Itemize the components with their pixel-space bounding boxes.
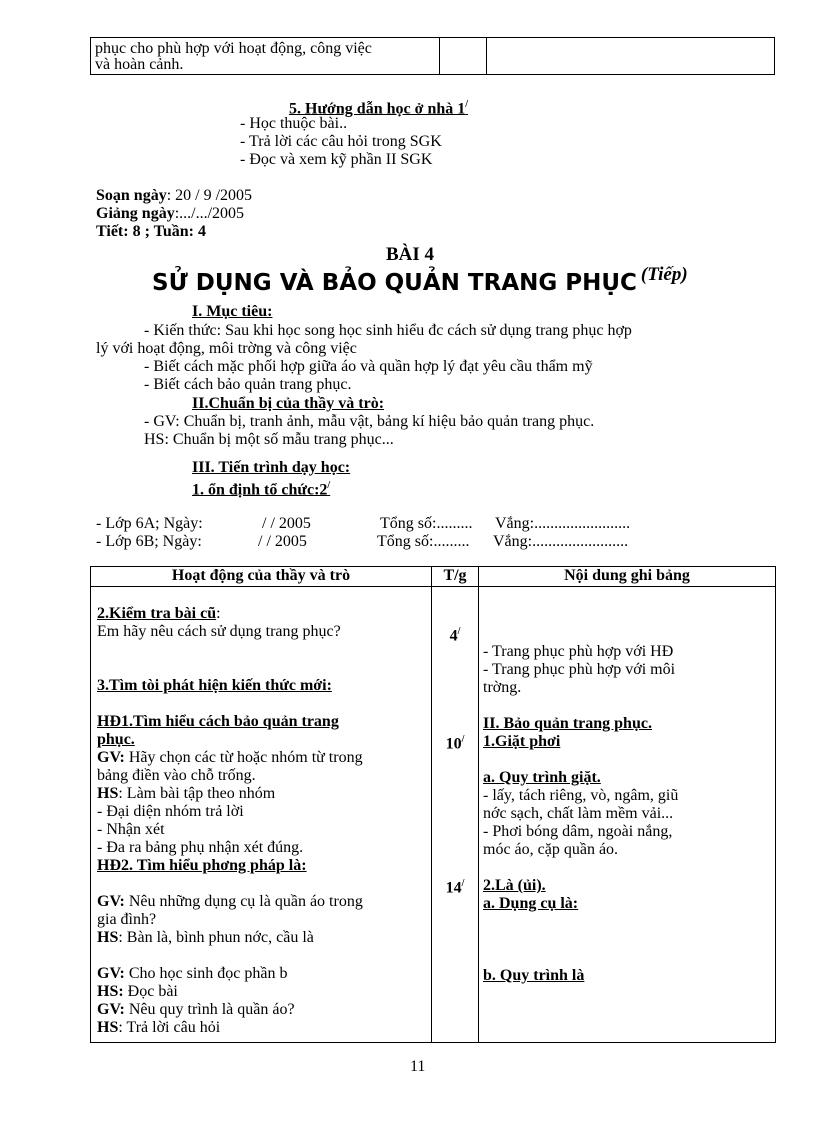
tim-toi-heading: 3.Tìm tòi phát hiện kiến thức mới:	[97, 677, 332, 694]
class-date: / / 2005	[258, 533, 307, 550]
homework-item: - Học thuộc bài..	[240, 115, 348, 132]
bao-quan-heading: II. Bảo quản trang phục.	[483, 715, 652, 732]
top-table-line-2: và hoàn cảnh.	[95, 56, 184, 73]
hd1-heading-cont: phục.	[97, 731, 135, 748]
class-total: Tổng số:.........	[380, 515, 473, 532]
top-table-cell-time	[440, 38, 487, 75]
content-line: móc áo, cặp quần áo.	[483, 841, 619, 858]
giang-ngay: Giảng ngày:.../.../2005	[96, 205, 245, 222]
header-content: Nội dung ghi bảng	[479, 567, 776, 587]
objectives-line: lý với hoạt động, môi trờng và công việc	[96, 340, 357, 357]
activity-line: - Nhận xét	[97, 821, 165, 838]
hs3-line: HS: Đọc bài	[97, 983, 178, 1000]
content-column	[479, 587, 776, 1043]
objectives-heading: I. Mục tiêu:	[192, 303, 273, 320]
class-absent: Vắng:........................	[493, 533, 629, 550]
content-line: - Trang phục phù hợp với HĐ	[483, 643, 674, 660]
class-date: / / 2005	[262, 515, 311, 532]
time-value: 10/	[445, 734, 465, 753]
preparation-hs: HS: Chuẩn bị một số mẫu trang phục...	[144, 431, 394, 448]
process-sub: 1. ổn định tổ chức:2/	[192, 480, 331, 499]
gv4-line: GV: Nêu quy trình là quần áo?	[97, 1001, 295, 1018]
header-activity: Hoạt động của thầy và trò	[91, 567, 432, 587]
gv3-line: GV: Cho học sinh đọc phần b	[97, 965, 288, 982]
gv2-line: GV: Nêu những dụng cụ là quần áo trong	[97, 893, 363, 910]
top-table-cell-activity	[91, 38, 440, 75]
giat-phoi-heading: 1.Giặt phơi	[483, 733, 561, 750]
preparation-heading: II.Chuẩn bị của thầy và trò:	[192, 395, 385, 412]
objectives-line: - Biết cách bảo quản trang phục.	[144, 376, 352, 393]
hs1-line: HS: Làm bài tập theo nhóm	[97, 785, 276, 802]
content-line: - Trang phục phù hợp với môi	[483, 661, 676, 678]
activity-line: - Đại diện nhóm trả lời	[97, 803, 244, 820]
dung-cu-heading: a. Dụng cụ là:	[483, 895, 579, 912]
quy-trinh-giat-heading: a. Quy trình giặt.	[483, 769, 601, 786]
soan-ngay: Soạn ngày: 20 / 9 /2005	[96, 187, 253, 204]
homework-item: - Trả lời các câu hỏi trong SGK	[240, 133, 442, 150]
tiet-tuan: Tiết: 8 ; Tuần: 4	[96, 223, 206, 240]
page-number: 11	[410, 1058, 426, 1075]
top-continuation-table	[90, 37, 775, 75]
hd2-heading: HĐ2. Tìm hiểu phơng pháp là:	[97, 857, 307, 874]
gv2-line-cont: gia đình?	[97, 911, 157, 928]
top-table-line-1: phục cho phù hợp với hoạt động, công việc	[95, 40, 372, 57]
class-row: - Lớp 6A; Ngày:	[96, 515, 203, 532]
lesson-table	[90, 566, 776, 1043]
lesson-number: BÀI 4	[386, 244, 435, 265]
objectives-line: - Kiến thức: Sau khi học song học sinh hiểu đc cách sử dụng trang phục hợp	[144, 322, 632, 339]
class-absent: Vắng:........................	[495, 515, 631, 532]
gv1-line: GV: Hãy chọn các từ hoặc nhóm từ trong	[97, 749, 363, 766]
gv1-line-cont: bảng điền vào chỗ trống.	[97, 767, 256, 784]
hs4-line: HS: Trả lời câu hỏi	[97, 1019, 221, 1036]
homework-heading: 5. Hướng dẫn học ở nhà 1/	[289, 99, 469, 118]
time-value: 14/	[445, 878, 465, 897]
homework-item: - Đọc và xem kỹ phần II SGK	[240, 151, 433, 168]
quy-trinh-la-heading: b. Quy trình là	[483, 967, 585, 984]
process-heading: III. Tiến trình dạy học:	[192, 459, 351, 476]
top-table-cell-content	[487, 38, 775, 75]
la-heading: 2.Là (ủi).	[483, 877, 546, 894]
lesson-title: SỬ DỤNG VÀ BẢO QUẢN TRANG PHỤC (Tiếp)	[152, 264, 688, 296]
kiem-tra-question: Em hãy nêu cách sử dụng trang phục?	[97, 623, 341, 640]
content-line: - lấy, tách riêng, vò, ngâm, giũ	[483, 787, 679, 804]
class-row: - Lớp 6B; Ngày:	[96, 533, 202, 550]
activity-line: - Đa ra bảng phụ nhận xét đúng.	[97, 839, 304, 856]
content-line: nớc sạch, chất làm mềm vải...	[483, 805, 674, 822]
hs2-line: HS: Bàn là, bình phun nớc, cầu là	[97, 929, 314, 946]
activity-column	[91, 587, 432, 1043]
hd1-heading: HĐ1.Tìm hiểu cách bảo quản trang	[97, 713, 339, 730]
preparation-gv: - GV: Chuẩn bị, tranh ảnh, mẫu vật, bảng kí hiệu bảo quản trang phục.	[144, 413, 595, 430]
content-line: - Phơi bóng dâm, ngoài nắng,	[483, 823, 673, 840]
class-total: Tổng số:.........	[377, 533, 470, 550]
content-line: trờng.	[483, 679, 522, 696]
time-column	[432, 587, 479, 1043]
lesson-title-suffix: (Tiếp)	[640, 264, 688, 285]
kiem-tra-heading: 2.Kiểm tra bài cũ:	[97, 605, 221, 622]
header-time: T/g	[432, 567, 479, 587]
time-value: 4/	[449, 626, 461, 645]
objectives-line: - Biết cách mặc phối hợp giữa áo và quần hợp lý đạt yêu cầu thẩm mỹ	[144, 358, 593, 375]
